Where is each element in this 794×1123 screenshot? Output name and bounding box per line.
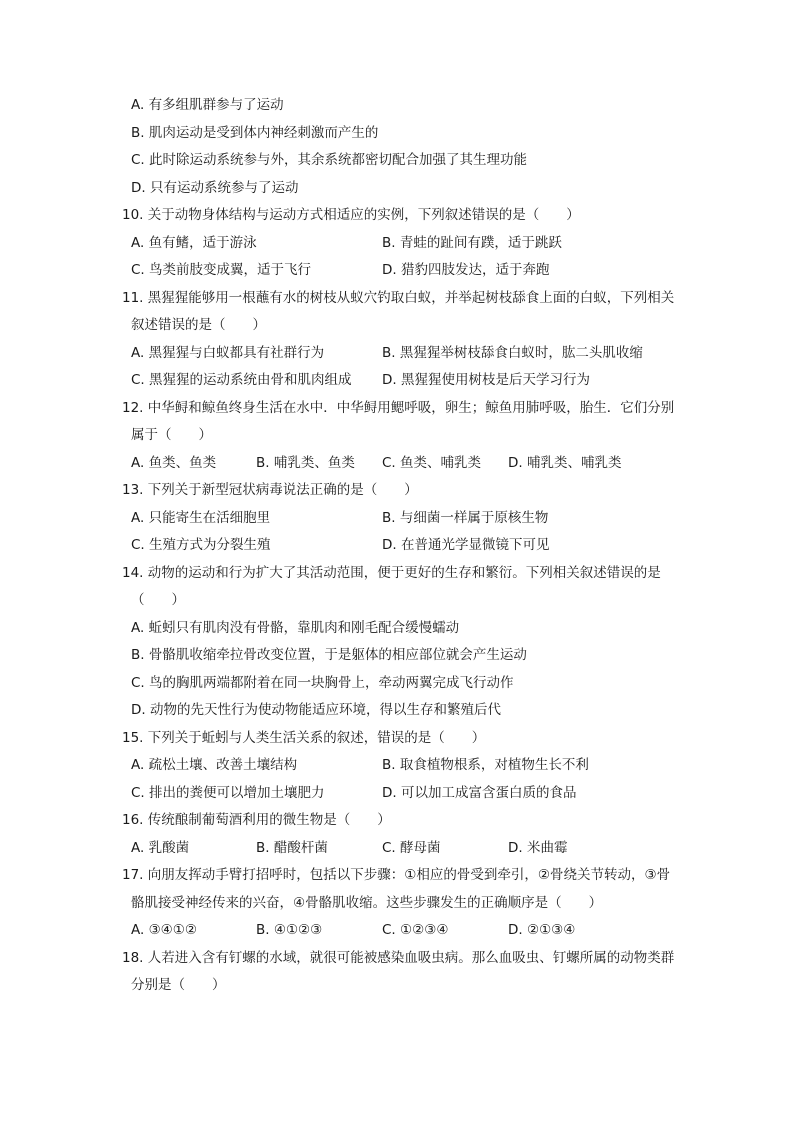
q14-option-c: C. 鸟的胸肌两端都附着在同一块胸骨上，牵动两翼完成飞行动作 xyxy=(131,675,514,691)
q11-option-b: B. 黑猩猩举树枝舔食白蚁时，肱二头肌收缩 xyxy=(382,345,643,361)
q12-option-a: A. 鱼类、鱼类 xyxy=(131,455,217,471)
q10-option-a: A. 鱼有鳍，适于游泳 xyxy=(131,235,257,251)
q16-option-b: B. 醋酸杆菌 xyxy=(256,840,328,856)
q9-option-c: C. 此时除运动系统参与外，其余系统都密切配合加强了其生理功能 xyxy=(131,152,528,168)
q11-stem-line1: 11. 黑猩猩能够用一根蘸有水的树枝从蚁穴钓取白蚁，并举起树枝舔食上面的白蚁，下列相关 xyxy=(122,290,675,306)
q10-option-c: C. 鸟类前肢变成翼，适于飞行 xyxy=(131,262,312,278)
q12-option-b: B. 哺乳类、鱼类 xyxy=(256,455,355,471)
q12-stem-line1: 12. 中华鲟和鲸鱼终身生活在水中．中华鲟用鳃呼吸，卵生；鲸鱼用肺呼吸，胎生．它们分别 xyxy=(122,400,675,416)
q12-option-d: D. 哺乳类、哺乳类 xyxy=(508,455,622,471)
q9-option-b: B. 肌肉运动是受到体内神经刺激而产生的 xyxy=(131,125,379,141)
q14-option-b: B. 骨骼肌收缩牵拉骨改变位置，于是躯体的相应部位就会产生运动 xyxy=(131,647,527,663)
q17-option-c: C. ①②③④ xyxy=(382,922,449,938)
q17-option-a: A. ③④①② xyxy=(131,922,197,938)
q12-option-c: C. 鱼类、哺乳类 xyxy=(382,455,482,471)
q15-option-a: A. 疏松土壤、改善土壤结构 xyxy=(131,757,298,773)
q14-stem-line2: （ ） xyxy=(131,592,185,608)
q17-option-b: B. ④①②③ xyxy=(256,922,323,938)
q17-stem-line2: 骼肌接受神经传来的兴奋，④骨骼肌收缩。这些步骤发生的正确顺序是（ ） xyxy=(131,895,603,911)
q15-stem: 15. 下列关于蚯蚓与人类生活关系的叙述，错误的是（ ） xyxy=(122,730,486,746)
q11-option-c: C. 黑猩猩的运动系统由骨和肌肉组成 xyxy=(131,372,352,388)
q15-option-d: D. 可以加工成富含蛋白质的食品 xyxy=(382,785,577,801)
q18-stem-line2: 分别是（ ） xyxy=(131,977,226,993)
q11-stem-line2: 叙述错误的是（ ） xyxy=(131,317,266,333)
q15-option-c: C. 排出的粪便可以增加土壤肥力 xyxy=(131,785,325,801)
q17-stem-line1: 17. 向朋友挥动手臂打招呼时，包括以下步骤：①相应的骨受到牵引，②骨绕关节转动，③骨 xyxy=(122,867,671,883)
q14-stem-line1: 14. 动物的运动和行为扩大了其活动范围，便于更好的生存和繁衍。下列相关叙述错误的是 xyxy=(122,565,661,581)
q10-option-b: B. 青蛙的趾间有蹼，适于跳跃 xyxy=(382,235,562,251)
q9-option-a: A. 有多组肌群参与了运动 xyxy=(131,97,284,113)
q16-stem: 16. 传统酿制葡萄酒利用的微生物是（ ） xyxy=(122,812,391,828)
q13-option-c: C. 生殖方式为分裂生殖 xyxy=(131,537,271,553)
q13-option-d: D. 在普通光学显微镜下可见 xyxy=(382,537,550,553)
q11-option-d: D. 黑猩猩使用树枝是后天学习行为 xyxy=(382,372,590,388)
q14-option-d: D. 动物的先天性行为使动物能适应环境，得以生存和繁殖后代 xyxy=(131,702,501,718)
q13-option-a: A. 只能寄生在活细胞里 xyxy=(131,510,271,526)
q12-stem-line2: 属于（ ） xyxy=(131,427,212,443)
q17-option-d: D. ②①③④ xyxy=(508,922,576,938)
q10-option-d: D. 猎豹四肢发达，适于奔跑 xyxy=(382,262,550,278)
q13-stem: 13. 下列关于新型冠状病毒说法正确的是（ ） xyxy=(122,482,418,498)
q11-option-a: A. 黑猩猩与白蚁都具有社群行为 xyxy=(131,345,325,361)
q18-stem-line1: 18. 人若进入含有钉螺的水域，就很可能被感染血吸虫病。那么血吸虫、钉螺所属的动物类群 xyxy=(122,950,675,966)
q15-option-b: B. 取食植物根系，对植物生长不利 xyxy=(382,757,589,773)
q16-option-d: D. 米曲霉 xyxy=(508,840,568,856)
q9-option-d: D. 只有运动系统参与了运动 xyxy=(131,180,299,196)
q13-option-b: B. 与细菌一样属于原核生物 xyxy=(382,510,549,526)
q16-option-a: A. 乳酸菌 xyxy=(131,840,190,856)
q16-option-c: C. 酵母菌 xyxy=(382,840,441,856)
q14-option-a: A. 蚯蚓只有肌肉没有骨骼，靠肌肉和刚毛配合缓慢蠕动 xyxy=(131,620,460,636)
q10-stem: 10. 关于动物身体结构与运动方式相适应的实例，下列叙述错误的是（ ） xyxy=(122,207,580,223)
